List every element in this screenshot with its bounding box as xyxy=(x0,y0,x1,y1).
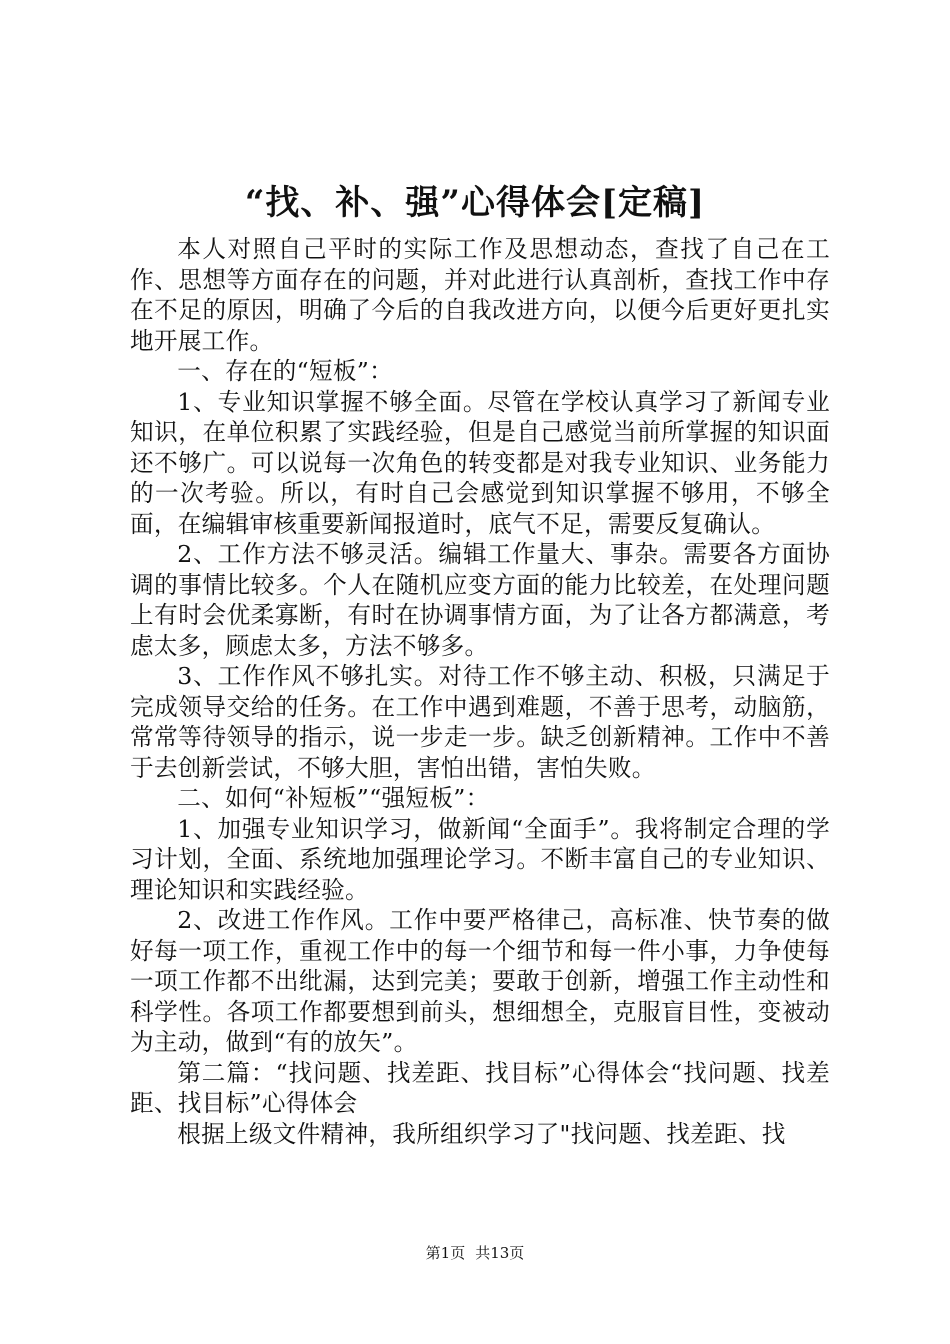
paragraph-item-1: 1、专业知识掌握不够全面。尽管在学校认真学习了新闻专业知识，在单位积累了实践经验，但是自己感觉当前所掌握的知识面还不够广。可以说每一次角色的转变都是对我专业知识、业务能力的一次考验。所以，有时自己会感觉到知识掌握不够用，不够全面，在编辑审核重要新闻报道时，底气不足，需要反复确认。 xyxy=(130,387,830,538)
paragraph-intro: 本人对照自己平时的实际工作及思想动态，查找了自己在工作、思想等方面存在的问题，并对此进行认真剖析，查找工作中存在不足的原因，明确了今后的自我改进方向，以便今后更好更扎实地开展工作。 xyxy=(130,235,830,355)
page-footer xyxy=(0,1243,950,1263)
paragraph-item-3: 3、工作作风不够扎实。对待工作不够主动、积极，只满足于完成领导交给的任务。在工作中遇到难题，不善于思考，动脑筋，常常等待领导的指示，说一步走一步。缺乏创新精神。工作中不善于去创新尝试，不够大胆，害怕出错，害怕失败。 xyxy=(130,662,830,782)
paragraph-part-two-heading: 第二篇：“找问题、找差距、找目标”心得体会“找问题、找差距、找目标”心得体会 xyxy=(130,1058,830,1117)
paragraph-remedy-2: 2、改进工作作风。工作中要严格律己，高标准、快节奏的做好每一项工作，重视工作中的每一个细节和每一件小事，力争使每一项工作都不出纰漏，达到完美；要敢于创新，增强工作主动性和科学性。各项工作都要想到前头，想细想全，克服盲目性，变被动为主动，做到“有的放矢”。 xyxy=(130,906,830,1056)
page-number: 第1页 xyxy=(425,1244,466,1262)
paragraph-part-two-start: 根据上级文件精神，我所组织学习了"找问题、找差距、找 xyxy=(177,1119,786,1148)
paragraph-remedy-1: 1、加强专业知识学习，做新闻“全面手”。我将制定合理的学习计划，全面、系统地加强理论学习。不断丰富自己的专业知识、理论知识和实践经验。 xyxy=(130,814,830,904)
document-title: “找、补、强”心得体会[定稿] xyxy=(244,183,706,223)
section-heading-1: 一、存在的“短板”： xyxy=(177,357,394,385)
document-body xyxy=(130,234,830,1149)
page-total: 共13页 xyxy=(475,1244,525,1262)
section-heading-2: 二、如何“补短板”“强短板”： xyxy=(177,784,490,812)
paragraph-item-2: 2、工作方法不够灵活。编辑工作量大、事杂。需要各方面协调的事情比较多。个人在随机应变方面的能力比较差，在处理问题上有时会优柔寡断，有时在协调事情方面，为了让各方都满意，考虑太多，顾虑太多，方法不够多。 xyxy=(130,540,830,660)
